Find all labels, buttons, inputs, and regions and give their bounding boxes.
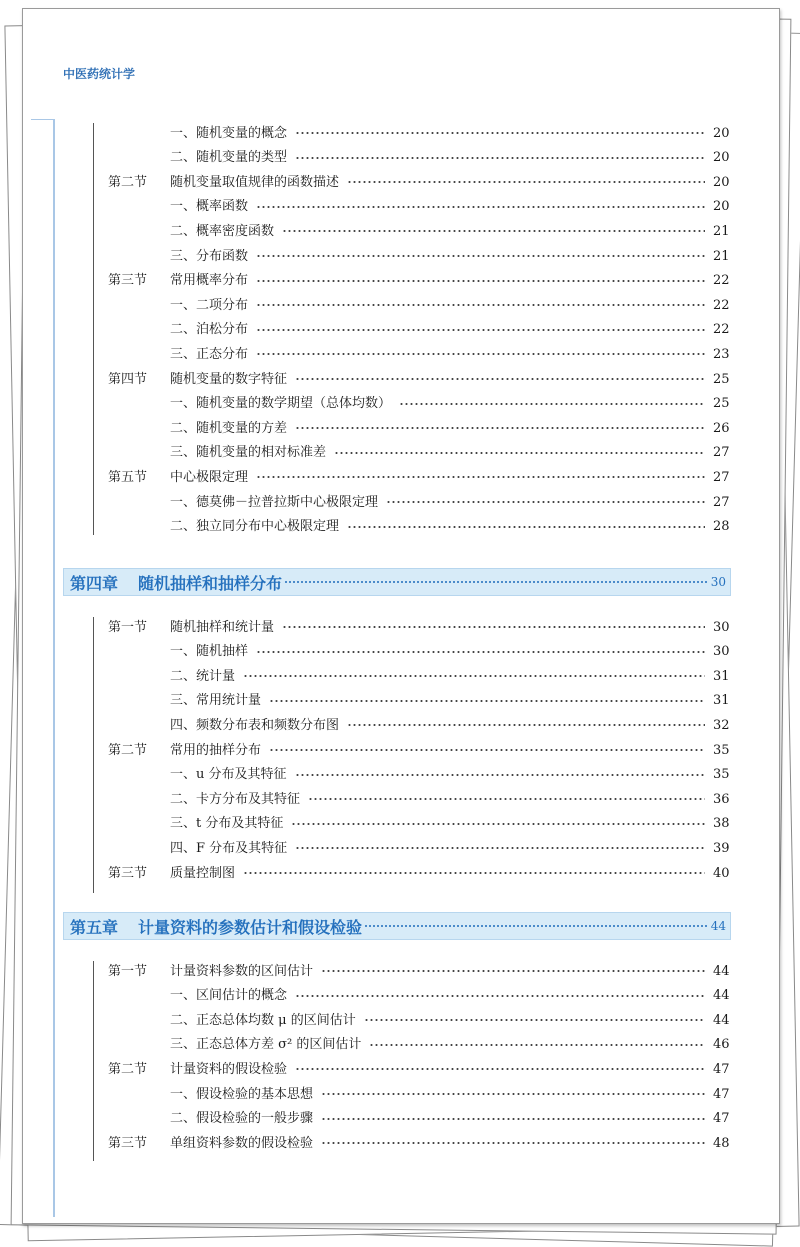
page-number: 27	[713, 469, 730, 485]
entry-title: 三、分布函数	[170, 248, 249, 264]
toc-subsection-entry[interactable]	[108, 491, 729, 513]
toc-subsection-entry[interactable]	[108, 245, 729, 267]
dot-leader	[243, 675, 705, 677]
page-number: 31	[713, 693, 730, 709]
page-number: 35	[713, 742, 730, 758]
page-number: 22	[713, 273, 730, 289]
margin-tick	[31, 119, 53, 120]
dot-leader	[347, 181, 705, 183]
dot-leader	[308, 798, 705, 800]
dot-leader	[321, 1093, 705, 1095]
toc-section-entry[interactable]	[108, 960, 729, 982]
page-number: 30	[713, 644, 730, 660]
toc-subsection-entry[interactable]	[108, 1108, 729, 1130]
dot-leader	[256, 353, 705, 355]
toc-subsection-entry[interactable]	[108, 1083, 729, 1105]
chapter-page-number: 30	[710, 575, 726, 589]
page-number: 35	[713, 767, 730, 783]
dot-leader	[364, 925, 707, 927]
section-number: 第二节	[108, 1061, 148, 1077]
page-number: 20	[713, 174, 730, 190]
page-number: 27	[713, 445, 730, 461]
toc-subsection-entry[interactable]	[108, 1034, 729, 1056]
dot-leader	[347, 724, 705, 726]
dot-leader	[295, 427, 705, 429]
entry-title: 三、随机变量的相对标准差	[170, 445, 327, 461]
toc-section-entry[interactable]	[108, 862, 729, 884]
toc-section-entry[interactable]	[108, 171, 729, 193]
dot-leader	[295, 1068, 705, 1070]
entry-title: 二、泊松分布	[170, 322, 249, 338]
page-number: 47	[713, 1111, 730, 1127]
dot-leader	[269, 700, 705, 702]
page-number: 31	[713, 668, 730, 684]
toc-subsection-entry[interactable]	[108, 788, 729, 810]
toc-subsection-entry[interactable]	[108, 147, 729, 169]
entry-title: 单组资料参数的假设检验	[170, 1135, 314, 1151]
page-number: 36	[713, 791, 730, 807]
page-number: 28	[713, 519, 730, 535]
toc-subsection-entry[interactable]	[108, 442, 729, 464]
dot-leader	[256, 651, 705, 653]
entry-title: 随机变量的数字特征	[170, 371, 288, 387]
dot-leader	[256, 280, 705, 282]
dot-leader	[334, 452, 705, 454]
toc-section-entry[interactable]	[108, 1058, 729, 1080]
chapter-page-number: 44	[710, 919, 726, 933]
chapter-title: 随机抽样和抽样分布	[138, 573, 283, 593]
toc-subsection-entry[interactable]	[108, 641, 729, 663]
page-number: 25	[713, 371, 730, 387]
chapter-number: 第四章	[70, 573, 119, 593]
book-title: 中医药统计学	[63, 67, 136, 81]
entry-title: 三、t 分布及其特征	[170, 816, 284, 832]
entry-title: 三、正态分布	[170, 346, 249, 362]
section-number: 第二节	[108, 742, 148, 758]
entry-title: 一、假设检验的基本思想	[170, 1086, 314, 1102]
page-number: 22	[713, 297, 730, 313]
page-number: 25	[713, 396, 730, 412]
page-number: 21	[713, 223, 730, 239]
toc-subsection-entry[interactable]	[108, 985, 729, 1007]
entry-title: 一、u 分布及其特征	[170, 767, 287, 783]
entry-title: 二、随机变量的方差	[170, 420, 288, 436]
toc-subsection-entry[interactable]	[108, 417, 729, 439]
toc-subsection-entry[interactable]	[108, 516, 729, 538]
dot-leader	[256, 206, 705, 208]
toc-subsection-entry[interactable]	[108, 665, 729, 687]
entry-title: 计量资料的假设检验	[170, 1061, 288, 1077]
toc-section-entry[interactable]	[108, 616, 729, 638]
entry-title: 三、常用统计量	[170, 693, 262, 709]
dot-leader	[321, 970, 705, 972]
dot-leader	[282, 626, 705, 628]
page-number: 20	[713, 150, 730, 166]
page-number: 30	[713, 619, 730, 635]
chapter-heading[interactable]	[63, 568, 731, 596]
page-number: 23	[713, 346, 730, 362]
dot-leader	[256, 329, 705, 331]
toc-subsection-entry[interactable]	[108, 343, 729, 365]
entry-title: 随机抽样和统计量	[170, 619, 275, 635]
toc-section-entry[interactable]	[108, 368, 729, 390]
toc-group-bar	[93, 123, 94, 535]
page-number: 32	[713, 717, 730, 733]
section-number: 第三节	[108, 273, 148, 289]
entry-title: 三、正态总体方差 σ² 的区间估计	[170, 1037, 362, 1053]
dot-leader	[295, 132, 705, 134]
dot-leader	[386, 501, 705, 503]
entry-title: 四、F 分布及其特征	[170, 840, 288, 856]
page-number: 47	[713, 1086, 730, 1102]
entry-title: 一、随机变量的数学期望（总体均数）	[170, 396, 392, 412]
chapter-title: 计量资料的参数估计和假设检验	[138, 917, 363, 937]
margin-rule	[53, 119, 55, 1217]
section-number: 第四节	[108, 371, 148, 387]
section-number: 第一节	[108, 963, 148, 979]
page-number: 44	[713, 988, 730, 1004]
toc-subsection-entry[interactable]	[108, 714, 729, 736]
toc-section-entry[interactable]	[108, 739, 729, 761]
page-number: 21	[713, 248, 730, 264]
entry-title: 质量控制图	[170, 865, 236, 881]
entry-title: 计量资料参数的区间估计	[170, 963, 314, 979]
toc-section-entry[interactable]	[108, 466, 729, 488]
entry-title: 中心极限定理	[170, 469, 249, 485]
entry-title: 一、二项分布	[170, 297, 249, 313]
entry-title: 常用的抽样分布	[170, 742, 262, 758]
section-number: 第二节	[108, 174, 148, 190]
toc-subsection-entry[interactable]	[108, 294, 729, 316]
page-number: 47	[713, 1061, 730, 1077]
dot-leader	[321, 1142, 705, 1144]
toc-subsection-entry[interactable]	[108, 813, 729, 835]
dot-leader	[282, 230, 705, 232]
entry-title: 一、随机变量的概念	[170, 125, 288, 141]
toc-subsection-entry[interactable]	[108, 122, 729, 144]
toc-page	[22, 8, 780, 1224]
entry-title: 一、概率函数	[170, 199, 249, 215]
dot-leader	[243, 872, 705, 874]
dot-leader	[399, 403, 705, 405]
toc-subsection-entry[interactable]	[108, 220, 729, 242]
entry-title: 随机变量取值规律的函数描述	[170, 174, 340, 190]
page-number: 44	[713, 1012, 730, 1028]
dot-leader	[256, 255, 705, 257]
dot-leader	[269, 749, 705, 751]
entry-title: 二、随机变量的类型	[170, 150, 288, 166]
dot-leader	[295, 378, 705, 380]
toc-subsection-entry[interactable]	[108, 319, 729, 341]
chapter-heading[interactable]	[63, 912, 731, 940]
toc-group-bar	[93, 617, 94, 893]
page-number: 39	[713, 840, 730, 856]
toc-section-entry[interactable]	[108, 270, 729, 292]
entry-title: 二、独立同分布中心极限定理	[170, 519, 340, 535]
toc-subsection-entry[interactable]	[108, 837, 729, 859]
toc-subsection-entry[interactable]	[108, 196, 729, 218]
section-number: 第三节	[108, 1135, 148, 1151]
section-number: 第一节	[108, 619, 148, 635]
dot-leader	[347, 526, 705, 528]
entry-title: 一、随机抽样	[170, 644, 249, 660]
dot-leader	[369, 1044, 705, 1046]
page-number: 20	[713, 199, 730, 215]
dot-leader	[295, 157, 705, 159]
dot-leader	[295, 847, 705, 849]
chapter-number: 第五章	[70, 917, 119, 937]
page-number: 40	[713, 865, 730, 881]
entry-title: 二、统计量	[170, 668, 236, 684]
toc-section-entry[interactable]	[108, 1132, 729, 1154]
toc-group-bar	[93, 961, 94, 1161]
toc-subsection-entry[interactable]	[108, 393, 729, 415]
section-number: 第五节	[108, 469, 148, 485]
section-number: 第三节	[108, 865, 148, 881]
entry-title: 一、德莫佛－拉普拉斯中心极限定理	[170, 494, 379, 510]
entry-title: 一、区间估计的概念	[170, 988, 288, 1004]
page-number: 46	[713, 1037, 730, 1053]
page-number: 27	[713, 494, 730, 510]
entry-title: 常用概率分布	[170, 273, 249, 289]
dot-leader	[291, 823, 705, 825]
page-number: 38	[713, 816, 730, 832]
page-number: 44	[713, 963, 730, 979]
entry-title: 二、假设检验的一般步骤	[170, 1111, 314, 1127]
page-number: 20	[713, 125, 730, 141]
dot-leader	[256, 476, 705, 478]
dot-leader	[321, 1118, 705, 1120]
entry-title: 二、概率密度函数	[170, 223, 275, 239]
dot-leader	[364, 1019, 705, 1021]
toc-subsection-entry[interactable]	[108, 1009, 729, 1031]
entry-title: 二、卡方分布及其特征	[170, 791, 301, 807]
page-number: 26	[713, 420, 730, 436]
toc-subsection-entry[interactable]	[108, 690, 729, 712]
toc-subsection-entry[interactable]	[108, 764, 729, 786]
page-number: 48	[713, 1135, 730, 1151]
dot-leader	[256, 304, 705, 306]
entry-title: 四、频数分布表和频数分布图	[170, 717, 340, 733]
entry-title: 二、正态总体均数 μ 的区间估计	[170, 1012, 356, 1028]
page-number: 22	[713, 322, 730, 338]
dot-leader	[295, 774, 705, 776]
dot-leader	[284, 581, 707, 583]
dot-leader	[295, 995, 705, 997]
